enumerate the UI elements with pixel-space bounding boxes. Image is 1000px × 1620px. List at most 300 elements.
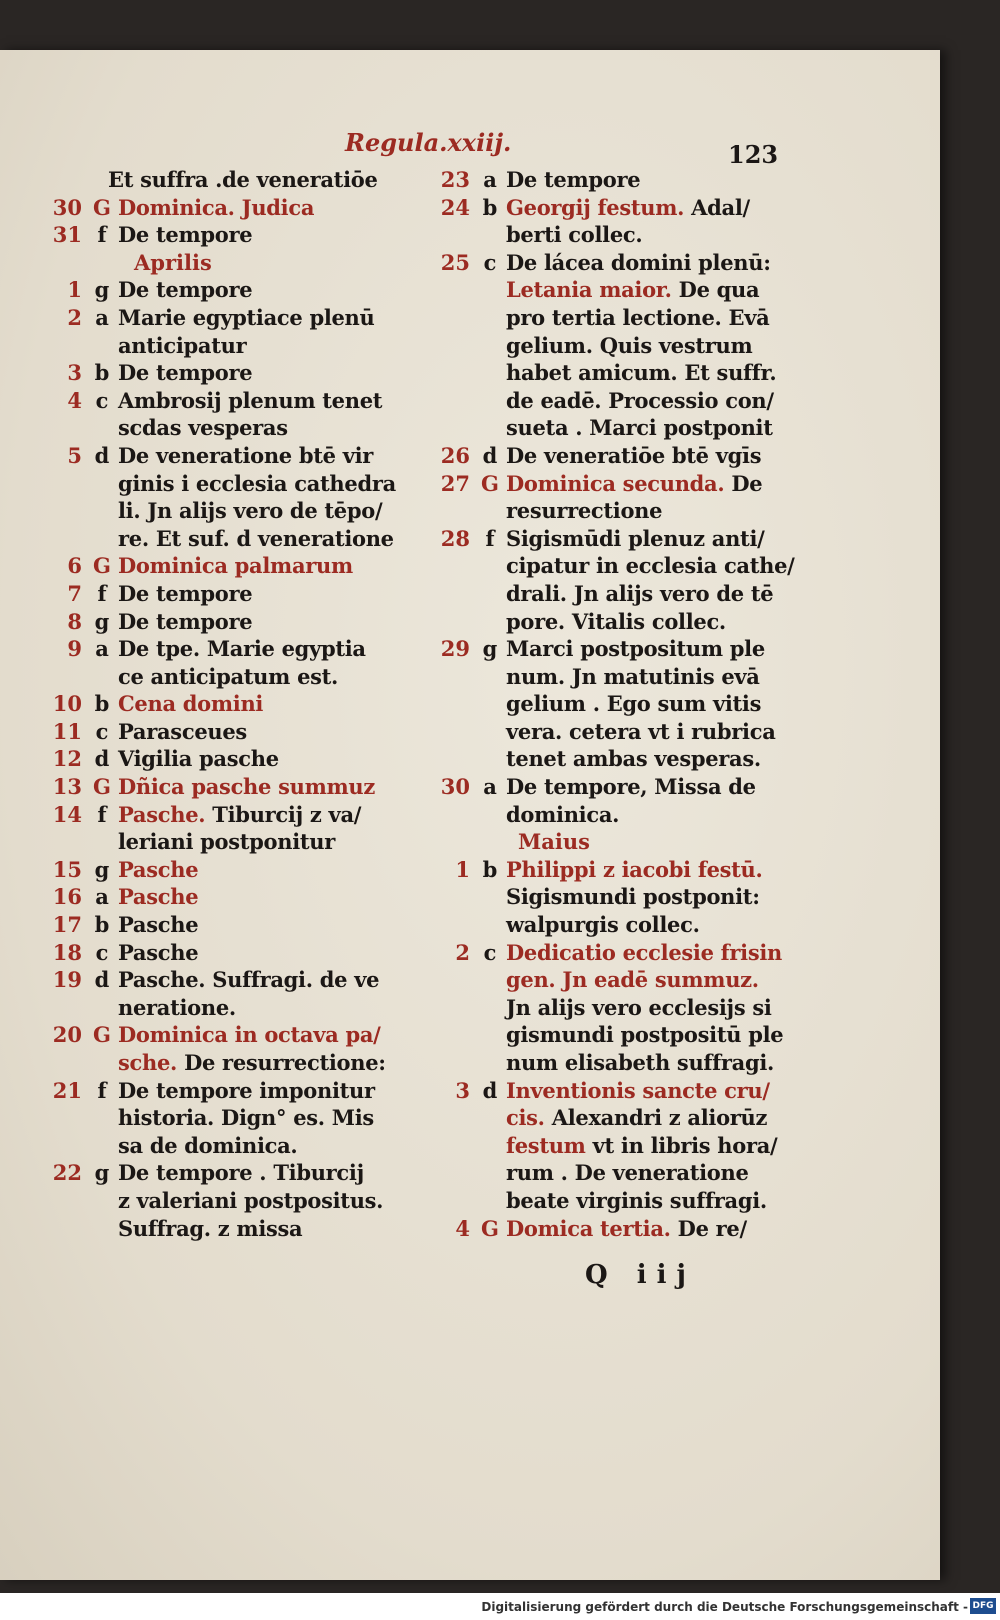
rubric-text: Dominica palmarum bbox=[118, 553, 353, 579]
entry-text bbox=[506, 1132, 777, 1160]
entry-text bbox=[118, 1049, 386, 1077]
black-text: De re/ bbox=[670, 1215, 747, 1241]
day-number: 18 bbox=[52, 939, 82, 965]
calendar-line bbox=[30, 166, 410, 194]
day-number: 24 bbox=[440, 194, 470, 220]
dominical-letter: g bbox=[94, 856, 110, 882]
entry-text bbox=[506, 801, 619, 829]
calendar-line bbox=[418, 635, 778, 663]
dominical-letter: a bbox=[95, 304, 109, 330]
calendar-line bbox=[30, 359, 410, 387]
day-number: 23 bbox=[440, 167, 470, 192]
rubric-text: Pasche bbox=[118, 884, 199, 910]
calendar-line bbox=[418, 883, 778, 911]
entry-text bbox=[506, 911, 700, 939]
dominical-letter: g bbox=[94, 1160, 110, 1186]
dominical-letter: G bbox=[481, 470, 499, 496]
dfg-logo: DFG bbox=[970, 1598, 996, 1614]
entry-text bbox=[506, 332, 752, 360]
rubric-text: Dedicatio ecclesie frisin bbox=[506, 939, 783, 965]
dominical-letter: G bbox=[93, 774, 111, 800]
entry-text bbox=[506, 939, 782, 967]
calendar-line bbox=[418, 690, 778, 718]
entry-text bbox=[118, 745, 279, 773]
day-number: 21 bbox=[52, 1077, 82, 1103]
calendar-line bbox=[30, 608, 410, 636]
entry-text bbox=[118, 718, 247, 746]
day-number: 25 bbox=[440, 249, 470, 275]
running-header: Regula.xxiij. bbox=[345, 128, 512, 157]
rubric-text: Domica tertia. bbox=[506, 1215, 671, 1241]
dominical-letter: G bbox=[481, 1215, 499, 1241]
black-text: Marie egyptiace plenū bbox=[118, 304, 375, 330]
rubric-text: sche. bbox=[118, 1050, 178, 1075]
black-text: li. Jn alijs vero de tēpo/ bbox=[118, 498, 383, 524]
black-text: De veneratione btē vir bbox=[118, 442, 374, 468]
calendar-line bbox=[30, 828, 410, 856]
black-text: De tempore bbox=[506, 167, 641, 192]
black-text: vt in libris hora/ bbox=[585, 1132, 778, 1158]
black-text: ginis i ecclesia cathedra bbox=[118, 470, 396, 496]
calendar-line bbox=[418, 221, 778, 249]
day-number: 7 bbox=[67, 580, 82, 606]
day-number: 2 bbox=[455, 939, 470, 965]
dominical-letter: g bbox=[94, 277, 110, 303]
entry-text bbox=[506, 994, 772, 1022]
dominical-letter: c bbox=[95, 387, 109, 413]
entry-text bbox=[506, 1021, 783, 1049]
calendar-line bbox=[418, 497, 778, 525]
entry-text bbox=[506, 580, 773, 608]
entry-text bbox=[118, 663, 338, 691]
dominical-letter: f bbox=[97, 222, 107, 248]
calendar-line bbox=[418, 1021, 784, 1049]
day-number: 22 bbox=[52, 1160, 82, 1186]
calendar-line bbox=[30, 442, 410, 470]
calendar-line bbox=[418, 359, 778, 387]
entry-text bbox=[506, 883, 760, 911]
calendar-line bbox=[30, 911, 410, 939]
calendar-line bbox=[418, 745, 778, 773]
entry-text bbox=[506, 166, 640, 194]
calendar-line bbox=[418, 552, 795, 580]
black-text: dominica. bbox=[506, 801, 620, 827]
entry-text bbox=[506, 497, 662, 525]
rubric-text: Inventionis sancte cru/ bbox=[506, 1077, 770, 1103]
black-text: berti collec. bbox=[506, 222, 643, 248]
entry-text bbox=[118, 1132, 297, 1160]
calendar-column-left bbox=[30, 166, 410, 1242]
dominical-letter: c bbox=[95, 939, 109, 965]
calendar-line bbox=[418, 194, 778, 222]
black-text: Tiburcij z va/ bbox=[205, 801, 362, 827]
signature-mark: Q iij bbox=[585, 1260, 696, 1290]
rubric-text: Dominica secunda. bbox=[506, 470, 725, 496]
calendar-line bbox=[418, 718, 778, 746]
black-text: sueta . Marci postponit bbox=[506, 415, 773, 441]
black-text: pore. Vitalis collec. bbox=[506, 608, 726, 634]
entry-text bbox=[118, 1021, 381, 1049]
dominical-letter: a bbox=[483, 167, 497, 192]
day-number: 28 bbox=[440, 525, 470, 551]
calendar-line bbox=[418, 994, 778, 1022]
day-number: 4 bbox=[455, 1215, 470, 1241]
black-text: De tempore bbox=[118, 277, 253, 303]
black-text: cipatur in ecclesia cathe/ bbox=[506, 553, 795, 579]
day-number: 3 bbox=[455, 1077, 470, 1103]
entry-text bbox=[118, 1215, 302, 1243]
rubric-text: Letania maior. bbox=[506, 277, 672, 303]
black-text: gelium . Ego sum vitis bbox=[506, 691, 762, 717]
calendar-line bbox=[30, 994, 410, 1022]
calendar-line bbox=[30, 1077, 410, 1105]
calendar-line bbox=[30, 276, 410, 304]
black-text: historia. Dign° es. Mis bbox=[118, 1105, 374, 1131]
dominical-letter: g bbox=[94, 608, 110, 634]
entry-text bbox=[118, 994, 236, 1022]
black-text: Alexandri z aliorūz bbox=[544, 1105, 768, 1131]
entry-text bbox=[118, 1104, 374, 1132]
entry-text bbox=[506, 470, 762, 498]
calendar-line bbox=[418, 856, 778, 884]
entry-text bbox=[118, 387, 382, 415]
dominical-letter: f bbox=[97, 1077, 107, 1103]
calendar-line bbox=[418, 166, 778, 194]
day-number: 2 bbox=[67, 304, 82, 330]
calendar-line bbox=[30, 1049, 410, 1077]
black-text: Marci postpositum ple bbox=[506, 636, 765, 662]
dominical-letter: d bbox=[482, 1077, 498, 1103]
black-text: neratione. bbox=[118, 994, 236, 1020]
entry-text bbox=[118, 414, 288, 442]
entry-text bbox=[118, 552, 353, 580]
day-number: 27 bbox=[440, 470, 470, 496]
entry-text bbox=[118, 359, 252, 387]
calendar-line bbox=[30, 1132, 410, 1160]
calendar-line bbox=[418, 525, 778, 553]
entry-text bbox=[506, 690, 761, 718]
calendar-line bbox=[30, 1187, 410, 1215]
calendar-line bbox=[418, 966, 778, 994]
calendar-line bbox=[418, 1077, 778, 1105]
dominical-letter: a bbox=[483, 774, 497, 800]
black-text: Sigismūdi plenuz anti/ bbox=[506, 525, 765, 551]
calendar-line bbox=[30, 718, 410, 746]
black-text: Ambrosij plenum tenet bbox=[118, 387, 383, 413]
entry-text bbox=[506, 1215, 747, 1243]
day-number: 20 bbox=[52, 1022, 82, 1048]
entry-text bbox=[118, 221, 252, 249]
black-text: re. Et suf. d veneratione bbox=[118, 525, 394, 551]
dominical-letter: b bbox=[482, 194, 498, 220]
calendar-line bbox=[418, 773, 778, 801]
day-number: 30 bbox=[52, 194, 82, 220]
calendar-line bbox=[418, 1104, 778, 1132]
entry-text bbox=[118, 911, 198, 939]
calendar-line bbox=[418, 608, 778, 636]
calendar-line bbox=[418, 442, 778, 470]
dominical-letter: c bbox=[483, 939, 497, 965]
entry-text bbox=[118, 580, 252, 608]
day-number: 29 bbox=[440, 636, 470, 662]
rubric-text: gen. Jn eadē summuz. bbox=[506, 967, 759, 993]
entry-text bbox=[118, 856, 198, 884]
folio-number: 123 bbox=[728, 140, 779, 169]
day-number: 3 bbox=[67, 360, 82, 386]
day-number: 5 bbox=[67, 442, 82, 468]
entry-text bbox=[506, 773, 756, 801]
entry-text bbox=[506, 276, 759, 304]
black-text: De veneratiōe btē vgīs bbox=[506, 442, 762, 468]
dominical-letter: f bbox=[97, 801, 107, 827]
black-text: De qua bbox=[671, 277, 760, 303]
rubric-text: Pasche bbox=[118, 856, 199, 882]
entry-text bbox=[506, 745, 761, 773]
calendar-line bbox=[418, 1215, 778, 1243]
day-number: 13 bbox=[52, 774, 82, 800]
entry-text bbox=[506, 856, 763, 884]
entry-text bbox=[118, 497, 382, 525]
entry-text bbox=[506, 414, 773, 442]
dominical-letter: f bbox=[97, 580, 107, 606]
calendar-line bbox=[30, 387, 410, 415]
black-text: gismundi postpositū ple bbox=[506, 1022, 784, 1048]
entry-text bbox=[506, 1187, 767, 1215]
calendar-line bbox=[30, 635, 410, 663]
black-text: De bbox=[724, 470, 763, 496]
calendar-line bbox=[418, 1159, 778, 1187]
entry-text bbox=[506, 249, 771, 277]
entry-text bbox=[118, 470, 396, 498]
entry-text bbox=[118, 1077, 375, 1105]
dominical-letter: g bbox=[482, 636, 498, 662]
black-text: Sigismundi postponit: bbox=[506, 884, 760, 910]
day-number: 10 bbox=[52, 691, 82, 717]
black-text: Jn alijs vero ecclesijs si bbox=[506, 994, 772, 1020]
entry-text bbox=[506, 1077, 770, 1105]
calendar-line bbox=[30, 1215, 410, 1243]
entry-text bbox=[118, 966, 379, 994]
calendar-line bbox=[30, 663, 410, 691]
calendar-line bbox=[418, 828, 778, 856]
rubric-text: Dominica in octava pa/ bbox=[118, 1022, 381, 1048]
dominical-letter: b bbox=[94, 360, 110, 386]
day-number: 14 bbox=[52, 801, 82, 827]
calendar-line bbox=[418, 304, 778, 332]
black-text: de eadē. Processio con/ bbox=[506, 387, 774, 413]
entry-text bbox=[118, 608, 252, 636]
calendar-line bbox=[30, 332, 410, 360]
black-text: Pasche bbox=[118, 939, 199, 965]
calendar-line bbox=[418, 332, 778, 360]
dominical-letter: d bbox=[94, 967, 110, 993]
calendar-line bbox=[30, 470, 410, 498]
entry-text bbox=[506, 1104, 767, 1132]
black-text: Pasche. Suffragi. de ve bbox=[118, 967, 380, 993]
calendar-line bbox=[30, 801, 410, 829]
black-text: z valeriani postpositus. bbox=[118, 1187, 384, 1213]
entry-text bbox=[506, 387, 774, 415]
entry-text bbox=[506, 1049, 774, 1077]
dominical-letter: c bbox=[95, 718, 109, 744]
calendar-line bbox=[418, 580, 778, 608]
rubric-text: cis. bbox=[506, 1105, 545, 1131]
entry-text bbox=[118, 1159, 364, 1187]
calendar-line bbox=[30, 966, 410, 994]
dominical-letter: a bbox=[95, 636, 109, 662]
day-number: 17 bbox=[52, 912, 82, 938]
black-text: beate virginis suffragi. bbox=[506, 1187, 767, 1213]
black-text: rum . De veneratione bbox=[506, 1160, 749, 1186]
black-text: habet amicum. Et suffr. bbox=[506, 360, 777, 386]
entry-text bbox=[506, 552, 795, 580]
black-text: resurrectione bbox=[506, 498, 663, 524]
entry-text bbox=[506, 194, 750, 222]
black-text: De tempore imponitur bbox=[118, 1077, 375, 1103]
entry-text bbox=[118, 194, 314, 222]
day-number: 11 bbox=[52, 718, 82, 744]
calendar-line bbox=[30, 414, 410, 442]
black-text: De tempore bbox=[118, 608, 253, 634]
entry-text bbox=[506, 525, 765, 553]
black-text: De tempore, Missa de bbox=[506, 774, 756, 800]
day-number: 9 bbox=[67, 636, 82, 662]
day-number: 31 bbox=[52, 222, 82, 248]
black-text: De lácea domini plenū: bbox=[506, 249, 771, 275]
month-heading: Aprilis bbox=[134, 249, 212, 275]
entry-text bbox=[108, 166, 378, 194]
black-text: tenet ambas vesperas. bbox=[506, 746, 761, 772]
black-text: num elisabeth suffragi. bbox=[506, 1050, 775, 1075]
calendar-line bbox=[418, 1049, 778, 1077]
dominical-letter: d bbox=[94, 746, 110, 772]
black-text: gelium. Quis vestrum bbox=[506, 332, 753, 358]
calendar-line bbox=[30, 856, 410, 884]
entry-text bbox=[506, 359, 776, 387]
dominical-letter: f bbox=[485, 525, 495, 551]
black-text: drali. Jn alijs vero de tē bbox=[506, 580, 774, 606]
rubric-text: Pasche. bbox=[118, 801, 206, 827]
entry-text bbox=[118, 304, 375, 332]
calendar-line bbox=[30, 1104, 410, 1132]
day-number: 8 bbox=[67, 608, 82, 634]
calendar-line bbox=[30, 497, 410, 525]
rubric-text: Cena domini bbox=[118, 691, 264, 717]
entry-text bbox=[118, 525, 394, 553]
black-text: sa de dominica. bbox=[118, 1132, 298, 1158]
entry-text bbox=[118, 883, 198, 911]
calendar-line bbox=[418, 276, 778, 304]
day-number: 1 bbox=[455, 856, 470, 882]
calendar-line bbox=[418, 1187, 778, 1215]
black-text: leriani postponitur bbox=[118, 829, 336, 855]
footer-bar bbox=[0, 1593, 1000, 1620]
calendar-line bbox=[30, 1021, 410, 1049]
entry-text bbox=[118, 635, 366, 663]
dominical-letter: G bbox=[93, 553, 111, 579]
dominical-letter: G bbox=[93, 1022, 111, 1048]
entry-text bbox=[118, 801, 361, 829]
dominical-letter: d bbox=[482, 442, 498, 468]
entry-text bbox=[506, 304, 769, 332]
black-text: ce anticipatum est. bbox=[118, 663, 339, 689]
black-text: De tempore bbox=[118, 580, 253, 606]
entry-text bbox=[118, 828, 335, 856]
day-number: 19 bbox=[52, 967, 82, 993]
rubric-text: Dñica pasche summuz bbox=[118, 774, 376, 800]
day-number: 16 bbox=[52, 884, 82, 910]
calendar-line bbox=[30, 249, 410, 277]
calendar-line bbox=[30, 580, 410, 608]
dominical-letter: b bbox=[94, 691, 110, 717]
calendar-column-right bbox=[418, 166, 795, 1242]
entry-text bbox=[118, 276, 252, 304]
black-text: scdas vesperas bbox=[118, 415, 288, 441]
black-text: walpurgis collec. bbox=[506, 912, 700, 938]
entry-text bbox=[118, 773, 375, 801]
day-number: 12 bbox=[52, 746, 82, 772]
calendar-line bbox=[418, 911, 778, 939]
calendar-line bbox=[418, 470, 778, 498]
calendar-line bbox=[418, 801, 778, 829]
black-text: Adal/ bbox=[684, 194, 750, 220]
calendar-line bbox=[30, 745, 410, 773]
month-heading: Maius bbox=[518, 829, 590, 855]
entry-text bbox=[118, 1187, 383, 1215]
calendar-line bbox=[30, 552, 410, 580]
black-text: De tempore bbox=[118, 222, 253, 248]
entry-text bbox=[118, 690, 263, 718]
day-number: 15 bbox=[52, 856, 82, 882]
entry-text bbox=[506, 221, 642, 249]
black-text: pro tertia lectione. Evā bbox=[506, 304, 770, 330]
black-text: num. Jn matutinis evā bbox=[506, 663, 760, 689]
black-text: De resurrectione: bbox=[177, 1050, 386, 1075]
dominical-letter: b bbox=[482, 856, 498, 882]
entry-text bbox=[118, 332, 246, 360]
entry-text bbox=[118, 442, 373, 470]
black-text: Pasche bbox=[118, 912, 199, 938]
entry-text bbox=[506, 608, 726, 636]
black-text: De tempore bbox=[118, 360, 253, 386]
entry-text bbox=[506, 966, 759, 994]
entry-text bbox=[506, 663, 760, 691]
black-text: De tpe. Marie egyptia bbox=[118, 636, 366, 662]
calendar-line bbox=[418, 1132, 778, 1160]
dominical-letter: a bbox=[95, 884, 109, 910]
calendar-line bbox=[418, 387, 778, 415]
calendar-line bbox=[30, 939, 410, 967]
calendar-line bbox=[30, 883, 410, 911]
black-text: Suffrag. z missa bbox=[118, 1215, 303, 1241]
rubric-text: festum bbox=[506, 1132, 586, 1158]
calendar-line bbox=[30, 525, 410, 553]
dominical-letter: b bbox=[94, 912, 110, 938]
black-text: De tempore . Tiburcij bbox=[118, 1160, 364, 1186]
calendar-line bbox=[418, 663, 778, 691]
calendar-line bbox=[30, 1159, 410, 1187]
entry-text bbox=[506, 635, 765, 663]
rubric-text: Dominica. Judica bbox=[118, 194, 315, 220]
calendar-line bbox=[418, 249, 778, 277]
calendar-line bbox=[30, 304, 410, 332]
rubric-text: Philippi z iacobi festū. bbox=[506, 856, 763, 882]
entry-text bbox=[118, 939, 198, 967]
day-number: 4 bbox=[67, 387, 82, 413]
black-text: Et suffra .de veneratiōe bbox=[108, 167, 378, 192]
footer-credit: Digitalisierung gefördert durch die Deutsche Forschungsgemeinschaft - bbox=[481, 1600, 968, 1614]
calendar-line bbox=[30, 194, 410, 222]
